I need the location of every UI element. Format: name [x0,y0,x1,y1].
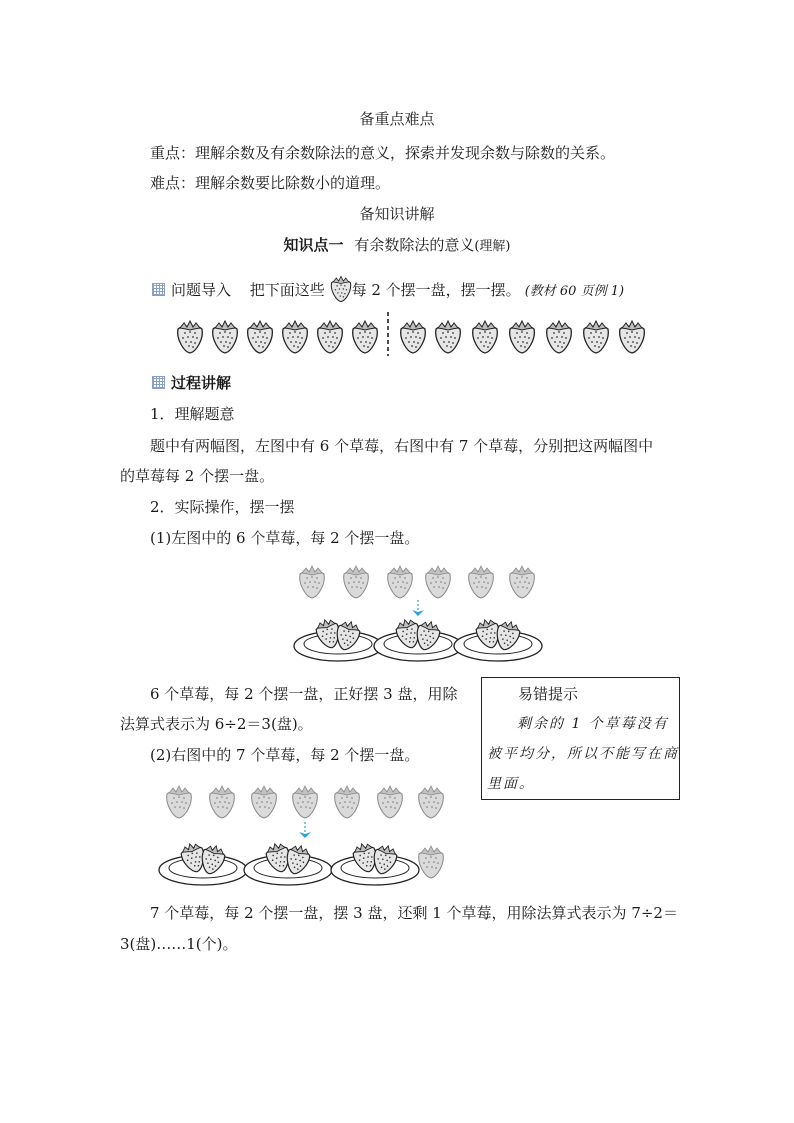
plate-with-strawberries [159,841,247,885]
strawberry [248,321,273,353]
part2-title: (2)右图中的 7 个草莓，每 2 个摆一盘。 [150,746,420,764]
strawberry [388,566,413,598]
part1-result-line1: 6 个草莓，每 2 个摆一盘，正好摆 3 盘，用除 [150,685,458,703]
strawberry [469,566,494,598]
strawberry [436,321,461,353]
plate-with-strawberries [454,617,542,661]
difficulty-text: 难点：理解余数要比除数小的道理。 [150,174,391,192]
tip-line2: 被平均分，所以不能写在商 [487,746,679,762]
part1-result-line2: 法算式表示为 6÷2＝3(盘)。 [120,715,313,733]
strawberry [167,786,192,818]
page-title: 备重点难点 [359,110,435,128]
step1-text-line1: 题中有两幅图，左图中有 6 个草莓，右图中有 7 个草莓，分别把这两幅图中 [150,437,654,455]
tip-title: 易错提示 [518,685,579,703]
intro-text-before: 把下面这些 [249,281,325,299]
part2-result-line1: 7 个草莓，每 2 个摆一盘，摆 3 盘，还剩 1 个草莓，用除法算式表示为 7÷2＝ [150,904,678,922]
strawberry [510,566,535,598]
strawberry [213,321,238,353]
strawberry [378,786,403,818]
plate-with-strawberries [374,617,462,661]
intro-line [152,275,624,303]
intro-reference: (教材 60 页例 1) [524,284,625,299]
plate-with-strawberries [331,841,419,885]
leftover-strawberry [419,846,444,878]
intro-text-after: 每 2 个摆一盘，摆一摆。 [351,281,521,299]
strawberry [547,321,572,353]
knowledge-point-label: 知识点一 [283,236,344,254]
figure-seven-strawberries [155,778,455,890]
section-grid-icon [152,376,165,389]
part1-title: (1)左图中的 6 个草莓，每 2 个摆一盘。 [150,529,420,547]
plate-with-strawberries [244,841,332,885]
strawberry [300,566,325,598]
section-grid-icon [152,283,165,296]
knowledge-point-topic: 有余数除法的意义 [354,236,475,254]
error-tip-box [481,677,680,800]
step1-title: 1．理解题意 [150,405,235,423]
strawberry [510,321,535,353]
intro-label: 问题导入 [171,281,232,299]
strawberry [283,321,308,353]
down-arrow-icon [412,600,424,616]
part2-result-line2: 3(盘)……1(个)。 [120,935,238,953]
step2-title: 2．实际操作，摆一摆 [150,498,295,516]
strawberry [335,786,360,818]
strawberry [620,321,645,353]
strawberry [401,321,426,353]
strawberry [293,786,318,818]
intro-strawberry-row [170,308,650,358]
strawberry-icon [330,275,352,303]
figure-six-strawberries [290,558,550,668]
strawberry [318,321,343,353]
strawberry [426,566,451,598]
strawberry [252,786,277,818]
plate-with-strawberries [294,617,382,661]
strawberry [210,786,235,818]
tip-line1: 剩余的 1 个草莓没有 [517,716,669,732]
down-arrow-icon [299,822,311,838]
strawberry [353,321,378,353]
lecture-title: 备知识讲解 [359,205,435,223]
strawberry [344,566,369,598]
strawberry [419,786,444,818]
knowledge-point-note: (理解) [474,239,511,254]
key-points-text: 重点：理解余数及有余数除法的意义，探索并发现余数与除数的关系。 [150,144,616,162]
step1-text-line2: 的草莓每 2 个摆一盘。 [120,467,275,485]
strawberry [584,321,609,353]
process-label: 过程讲解 [171,374,232,392]
strawberry [178,321,203,353]
process-heading [152,372,231,393]
tip-line3: 里面。 [487,776,535,792]
strawberry [473,321,498,353]
knowledge-point-heading [0,234,794,255]
